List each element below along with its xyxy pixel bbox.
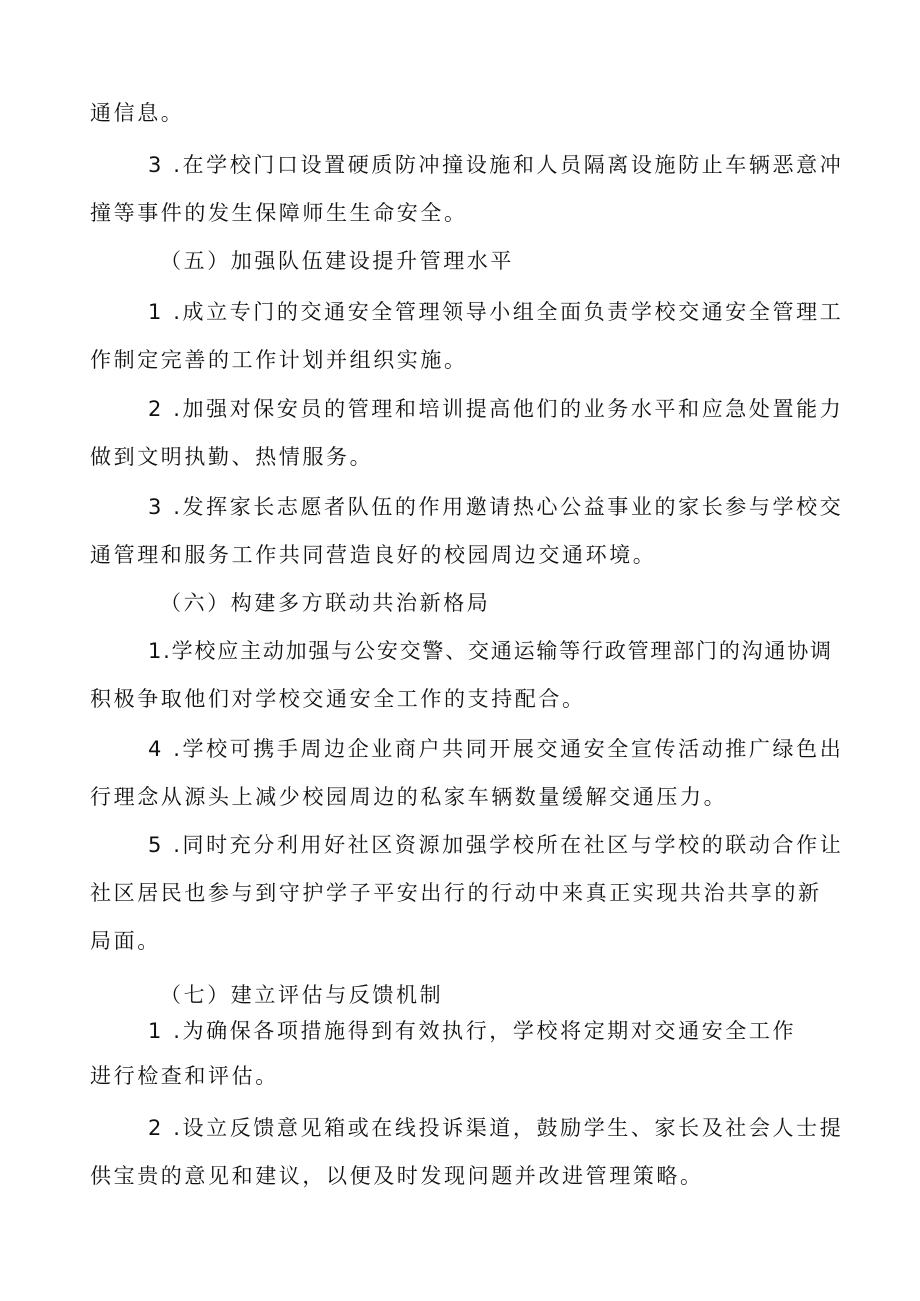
paragraph-line-item-1b-end: 积极争取他们对学校交通安全工作的支持配合。 <box>90 687 586 711</box>
section-heading-seven: （七）建立评估与反馈机制 <box>160 983 444 1007</box>
paragraph-line-item-3b-end: 通管理和服务工作共同营造良好的校园周边交通环境。 <box>90 543 657 567</box>
paragraph-line-item-5-start: 5 .同时充分利用好社区资源加强学校所在社区与学校的联动合作让 <box>148 833 844 857</box>
paragraph-line-item-1c-end: 进行检查和评估。 <box>90 1064 279 1088</box>
paragraph-line-item-5-end: 局面。 <box>90 929 161 953</box>
paragraph-line-item-5-middle: 社区居民也参与到守护学子平安出行的行动中来真正实现共治共享的新 <box>90 881 822 905</box>
paragraph-line-item-2c-start: 2 .设立反馈意见箱或在线投诉渠道，鼓励学生、家长及社会人士提 <box>148 1116 844 1140</box>
paragraph-line-item-2-start: 2 .加强对保安员的管理和培训提高他们的业务水平和应急处置能力 <box>148 397 844 421</box>
paragraph-line-item-1-end: 作制定完善的工作计划并组织实施。 <box>90 348 468 372</box>
paragraph-line-item-2-end: 做到文明执勤、热情服务。 <box>90 445 374 469</box>
section-heading-five: （五）加强队伍建设提升管理水平 <box>160 249 514 273</box>
paragraph-line-item-3b-start: 3 .发挥家长志愿者队伍的作用邀请热心公益事业的家长参与学校交 <box>148 495 844 519</box>
paragraph-line-item-1b-start: 1.学校应主动加强与公安交警、交通运输等行政管理部门的沟通协调 <box>148 639 833 663</box>
paragraph-line-item-1c-start: 1 .为确保各项措施得到有效执行，学校将定期对交通安全工作 <box>148 1019 797 1043</box>
paragraph-line-item-3-end: 撞等事件的发生保障师生生命安全。 <box>90 201 468 225</box>
paragraph-line-item-2c-end: 供宝贵的意见和建议，以便及时发现问题并改进管理策略。 <box>90 1164 704 1188</box>
paragraph-line-item-4-end: 行理念从源头上减少校园周边的私家车辆数量缓解交通压力。 <box>90 785 728 809</box>
paragraph-line-item-3-start: 3 .在学校门口设置硬质防冲撞设施和人员隔离设施防止车辆恶意冲 <box>148 153 844 177</box>
paragraph-line-continuation: 通信息。 <box>90 101 185 125</box>
paragraph-line-item-1-start: 1 .成立专门的交通安全管理领导小组全面负责学校交通安全管理工 <box>148 300 844 324</box>
section-heading-six: （六）构建多方联动共治新格局 <box>160 591 491 615</box>
paragraph-line-item-4-start: 4 .学校可携手周边企业商户共同开展交通安全宣传活动推广绿色出 <box>148 737 844 761</box>
